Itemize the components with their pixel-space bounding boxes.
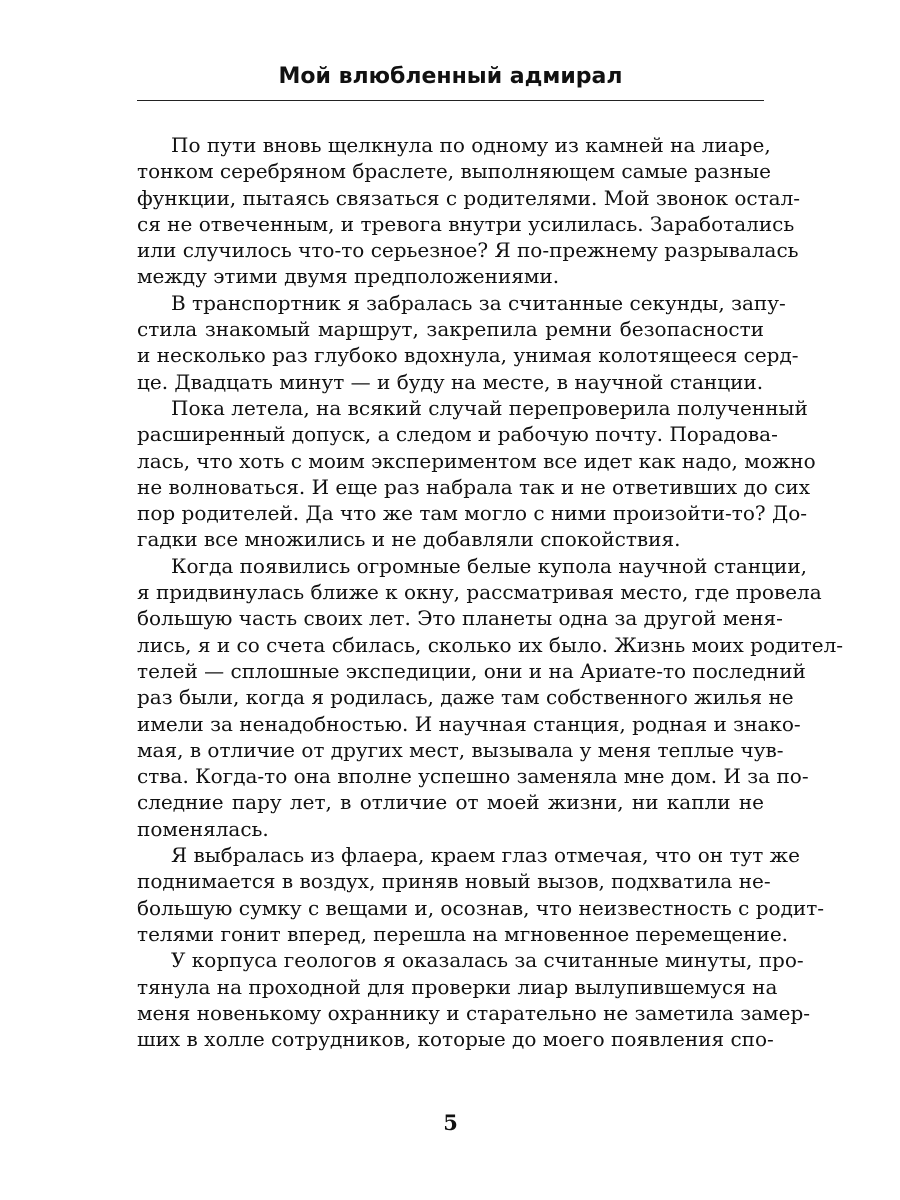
text-line: лась, что хоть с моим экспериментом все идет как надо, можно (137, 448, 816, 473)
text-line: стила знакомый маршрут, закрепила ремни безопасности (137, 317, 764, 342)
text-line: между этими двумя предположениями. (137, 264, 560, 289)
text-line: це. Двадцать минут — и буду на месте, в научной станции. (137, 369, 764, 394)
text-line: лись, я и со счета сбилась, сколько их было. Жизнь моих родител- (137, 632, 844, 657)
text-line: расширенный допуск, а следом и рабочую почту. Порадова- (137, 422, 778, 447)
text-line: В транспортник я забралась за считанные секунды, запу- (171, 290, 786, 315)
text-line: следние пару лет, в отличие от моей жизни, ни капли не (137, 790, 764, 815)
text-line: пор родителей. Да что же там могло с ними произойти-то? До- (137, 501, 808, 526)
text-line: Пока летела, на всякий случай перепроверила полученный (171, 395, 808, 420)
text-line: меня новенькому охраннику и старательно не заметила замер- (137, 1000, 811, 1025)
header-divider (137, 100, 764, 101)
text-line: большую сумку с вещами и, осознав, что неизвестность с родит- (137, 895, 825, 920)
text-line: тянула на проходной для проверки лиар вылупившемуся на (137, 974, 778, 999)
text-line: поднимается в воздух, приняв новый вызов, подхватила не- (137, 869, 771, 894)
text-line: я придвинулась ближе к окну, рассматривая место, где провела (137, 580, 822, 605)
text-line: не волноваться. И еще раз набрала так и не ответивших до сих (137, 474, 810, 499)
text-line: имели за ненадобностью. И научная станция, родная и знако- (137, 711, 801, 736)
text-line: По пути вновь щелкнула по одному из камней на лиаре, (171, 133, 771, 157)
text-line: и несколько раз глубоко вдохнула, унимая колотящееся серд- (137, 343, 799, 368)
body-text (137, 132, 844, 1052)
page-number: 5 (443, 1110, 458, 1135)
text-line: телей — сплошные экспедиции, они и на Ариате-то последний (137, 658, 806, 683)
text-line: большую часть своих лет. Это планеты одна за другой меня- (137, 606, 783, 631)
text-line: тонком серебряном браслете, выполняющем самые разные (137, 159, 771, 184)
text-line: раз были, когда я родилась, даже там собственного жилья не (137, 685, 794, 710)
text-line: Когда появились огромные белые купола научной станции, (171, 553, 808, 578)
text-line: ства. Когда-то она вполне успешно заменяла мне дом. И за по- (137, 764, 809, 789)
text-line: Я выбралась из флаера, краем глаз отмечая, что он тут же (171, 843, 800, 868)
text-line: поменялась. (137, 816, 269, 841)
text-line: У корпуса геологов я оказалась за считанные минуты, про- (171, 948, 804, 973)
text-line: гадки все множились и не добавляли спокойствия. (137, 527, 681, 552)
text-line: мая, в отличие от других мест, вызывала у меня теплые чув- (137, 737, 784, 762)
text-line: функции, пытаясь связаться с родителями. Мой звонок остал- (137, 185, 801, 210)
running-head-title: Мой влюбленный адмирал (278, 64, 623, 89)
text-line: ся не отвеченным, и тревога внутри усилилась. Заработались (137, 211, 795, 236)
text-line: телями гонит вперед, перешла на мгновенное перемещение. (137, 921, 789, 946)
text-line: ших в холле сотрудников, которые до моего появления спо- (137, 1027, 774, 1052)
text-line: или случилось что-то серьезное? Я по-прежнему разрывалась (137, 238, 799, 263)
